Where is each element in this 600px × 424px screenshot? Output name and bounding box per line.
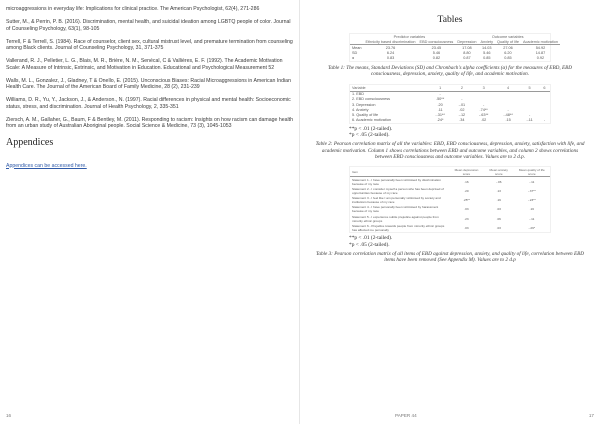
right-page (306, 6, 594, 264)
table-3-cell: .16 (449, 177, 484, 187)
page-gutter (299, 0, 300, 424)
table-2-cell: -.31** (435, 112, 445, 117)
table-3-caption: Table 3: Pearson correlation matrix of all items of EBD against depression, anxiety, and quality of life, correlation between EBD items have been removed (See Appendix M). Values are to 2 d.p (315, 251, 585, 264)
table-3-cell: .03 (496, 225, 501, 230)
table-3-cell: .13 (496, 189, 501, 194)
table-1-column-header: Depression (457, 39, 477, 44)
table-1-cell: 0.87 (463, 56, 471, 61)
table-2-column-header: 5 (528, 85, 531, 90)
table-3-cell: -.23** (527, 198, 536, 203)
table-1-group-header: Predictor variables (393, 34, 426, 39)
table-2-cell: -.48** (503, 112, 513, 117)
table-3-body (350, 177, 550, 233)
table-2-note: **p < .01 (2-tailed). (349, 125, 393, 132)
table-3-cell: Statement 1 - I have personally been victimised by discrimination because of my race (350, 177, 449, 187)
table-3-cell: -.06 (484, 177, 514, 187)
reference-item: Sutter, M., & Perrin, P. B. (2016). Discrimination, mental health, and suicidal ideation among LGBTQ people of color. Journal of Counseling Psychology, 63(1), 98-105 (6, 19, 291, 32)
table-1-cell: 17.08 (455, 45, 478, 51)
table-1 (349, 33, 558, 62)
appendices-link[interactable]: Appendices can be accessed here. (6, 162, 87, 169)
left-page-number: 16 (6, 413, 12, 418)
table-3-cell: .25** (463, 198, 470, 203)
table-2-column-header: 6 (543, 85, 546, 90)
table-3-row (350, 223, 550, 232)
table-1-column-header: Quality of life (496, 39, 519, 44)
table-1-cell: 14.03 (479, 45, 495, 51)
table-1-grid (350, 34, 560, 61)
table-2-column-header: Variable (352, 85, 366, 90)
table-2-cell: - (507, 107, 509, 112)
table-3-row (350, 214, 550, 223)
table-1-column-header: Ethnicity based discrimination (365, 39, 416, 44)
table-2-cell: .24* (436, 118, 444, 123)
table-2-body (350, 91, 550, 123)
table-1-cell: 5.46 (483, 51, 491, 56)
table-3-cell: .19 (496, 198, 501, 203)
table-2-cell: 1. EBD (350, 91, 428, 97)
table-1-cell: 23.45 (418, 45, 456, 51)
reference-item: Ziersch, A. M., Gallaher, G., Baum, F & Bentley, M. (2011). Responding to racism: Insights on how racism can damage health from an urban study of Australian Aboriginal people. Social Science & Medicine, 73 (3), 1045-1053 (6, 116, 293, 129)
table-3-note: **p < .01 (2-tailed). (349, 235, 393, 242)
right-page-number: 17 (588, 413, 594, 418)
table-1-cell: 6.20 (504, 51, 512, 56)
table-3-row (350, 205, 550, 214)
table-3-cell: -.37** (527, 189, 536, 194)
table-2-cell: - (543, 118, 546, 123)
appendices-heading: Appendices (6, 136, 54, 148)
table-1-cell: 5.46 (432, 51, 441, 56)
table-1-caption: Table 1: The means, Standard Deviations (SD) and Chronbach's alpha coefficients (α) for the measures of EBD, EBD consciousness, depression, anxiety, quality of life, and academic motivation. (327, 64, 573, 78)
table-3-cell: .03 (464, 225, 469, 230)
table-3-cell: .03 (496, 207, 501, 212)
table-2-cell: - (483, 102, 485, 107)
table-3-cell: -.11 (514, 177, 550, 187)
table-1-cell: 0.85 (504, 56, 512, 61)
table-1-cell: 0.83 (386, 56, 395, 61)
table-3-cell: -.29* (528, 225, 536, 230)
table-1-column-header: EBD consciousness (419, 39, 454, 44)
table-1-cell: 0.92 (536, 56, 545, 61)
table-2-cell: -.01 (458, 102, 466, 107)
table-2-cell: 6. Academic motivation (352, 118, 392, 123)
table-3-column-header: Mean anxiety score (489, 167, 508, 176)
table-3-cell: Statement 2 - I consider myself a person who has been deprived of opportunities because of my race (352, 187, 444, 196)
table-2-cell: .50** (436, 97, 445, 102)
table-3-cell: .23 (464, 216, 469, 221)
reference-item: Williams, D. R., Yu, Y., Jackson, J., & Anderson., N. (1997). Racial differences in physical and mental health: Socioeconomic status, stress, and discrimination. Journal of Health Psychology, 2, 335-351 (6, 97, 291, 110)
table-2-cell: -.63** (478, 112, 489, 117)
table-3-cell: Statement 5 - I experience subtle prejudice against people from minority ethnic groups (352, 214, 439, 223)
table-3-grid (350, 167, 550, 232)
table-1-cell: 0.82 (432, 56, 441, 61)
table-3-row (350, 186, 550, 195)
table-2-grid (350, 85, 550, 122)
table-2-caption: Table 2: Pearson correlation matrix of all the variables: EBD, EBD consciousness, depression, anxiety, satisfaction with life, and academic motivation. Column 1 shows correlations between EBD and outcome variables, and column 2 shows correlations between EBD consciousness and outcome variables. Values are to 2 d.p. (315, 141, 585, 160)
table-3-cell: Statement 3 - I feel like I am personally victimised by society and institutions because of my race (352, 196, 441, 205)
table-1-cell: SD (352, 51, 358, 56)
table-2-cell: - (461, 97, 463, 102)
reference-item: Terrell, F & Terrell, S. (1984). Race of counselor, client sex, cultural mistrust level, and premature termination from counseling among Black clients. Journal of Counseling Psychology, 31, 371-375 (6, 38, 293, 51)
table-2-cell: .02 (459, 107, 465, 112)
table-1-cell: α (352, 56, 355, 61)
table-1-body (350, 45, 560, 61)
left-page (6, 6, 294, 172)
table-2-cell: 4. Anxiety (352, 107, 369, 112)
table-2-row (350, 117, 550, 122)
table-2-cell: .11 (437, 107, 443, 112)
table-1-cell: 14.87 (535, 51, 546, 56)
table-2-cell: .15 (505, 118, 511, 123)
table-3-column-header: Item (352, 169, 359, 174)
table-3-cell: -.11 (529, 216, 535, 221)
table-2-cell: .74** (479, 107, 488, 112)
table-3 (349, 166, 551, 233)
table-1-column-header: Anxiety (480, 39, 493, 44)
table-1-cell: 23.76 (364, 45, 418, 51)
table-3-cell: .06 (496, 216, 501, 221)
table-3-row (350, 177, 550, 187)
reference-item: microaggressions in everyday life: Implications for clinical practice. The American Psychologist, 62(4), 271-286 (6, 6, 260, 12)
table-2-cell: - (428, 91, 452, 97)
table-2-cell: -.11 (526, 118, 533, 123)
tables-heading: Tables (437, 14, 463, 25)
table-1-cell: 27.06 (495, 45, 521, 51)
reference-list (6, 6, 294, 130)
reference-item: Vallerand, R. J., Pelletier, L. G., Blais, M. R., Brière, N. M., Senécal, C & Vallières, E. F. (1992). The Academic Motivation Scale: A Measure of Intrinsic, Extrinsic, and Motivation in Education. Educational and Psychological Measurement 52 (6, 58, 283, 71)
table-1-row (350, 56, 560, 61)
table-1-cell: 8.80 (463, 51, 471, 56)
running-footer: PAPER 44 (395, 413, 417, 418)
reference-item: Walls, M. L., Gonzalez, J., Gladney, T & Onello, E. (2015). Unconscious Biases: Racial Microaggressions in American Indian Health Care. The Journal of the American Board of Family Medicine, 28 (2), 231-239 (6, 77, 291, 90)
table-2-cell: .34 (459, 118, 465, 123)
table-3-cell: .03 (464, 207, 469, 212)
table-3-cell: Statement 4 - I have personally been victimised by harassment because of my race (352, 205, 439, 214)
table-1-group-header: Outcome variables (491, 34, 524, 39)
table-2-cell: 5. Quality of life (352, 112, 379, 117)
table-3-column-header: Mean quality of life score (518, 167, 545, 176)
table-2-cell: -.12 (458, 112, 466, 117)
table-2-column-header: 2 (460, 85, 463, 90)
table-2-column-header: 4 (507, 85, 510, 90)
table-3-row (350, 196, 550, 205)
table-2-note: *p < .05 (2-tailed). (349, 132, 390, 139)
table-2-cell: - (528, 112, 531, 117)
table-2-column-header: 3 (482, 85, 485, 90)
table-2-cell: 2. EBD consciousness (352, 97, 390, 102)
table-3-column-header: Mean depression score (454, 167, 479, 176)
table-3-header-row (350, 167, 550, 177)
table-3-cell: .16 (529, 207, 534, 212)
table-3-cell: .20 (464, 189, 469, 194)
table-2-cell: .20 (437, 102, 443, 107)
table-3-cell: Statement 6 - Prejudice towards people from minority ethnic groups has affected me personally (352, 223, 445, 232)
table-1-cell: 54.92 (521, 45, 560, 51)
table-2-cell: .02 (481, 118, 487, 123)
table-1-cell: Mean (352, 45, 362, 50)
table-2-cell: 3. Depression (352, 102, 376, 107)
table-2-column-header: 1 (439, 85, 442, 90)
table-1-column-header: Academic motivation (522, 39, 558, 44)
table-2 (349, 84, 551, 123)
table-1-cell: 6.24 (386, 51, 395, 56)
table-1-cell: 0.85 (483, 56, 491, 61)
table-3-note: *p < .05 (2-tailed). (349, 241, 390, 248)
